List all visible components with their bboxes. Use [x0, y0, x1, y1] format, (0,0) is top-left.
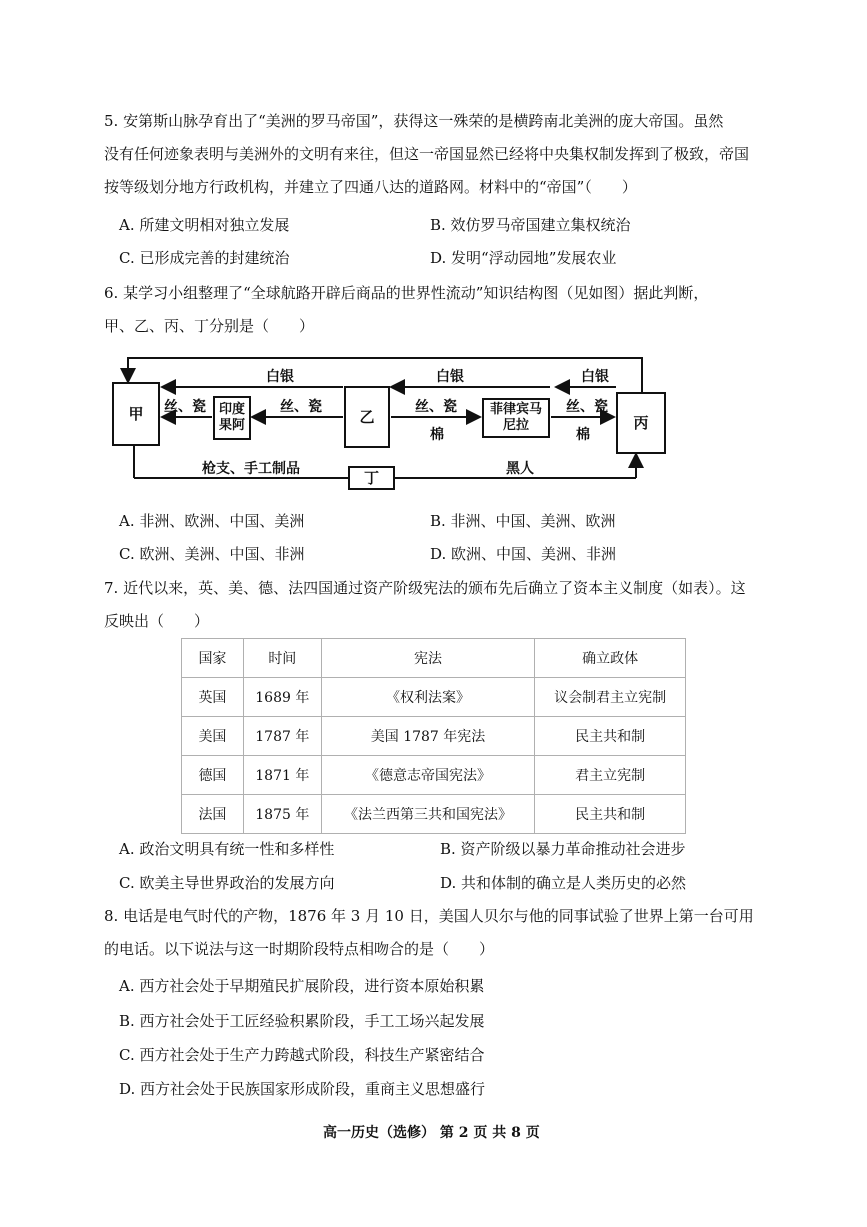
q7-option-a: A. 政治文明具有统一性和多样性	[119, 840, 335, 858]
q6-line1: 6. 某学习小组整理了“全球航路开辟后商品的世界性流动”知识结构图（见如图）据此判断，	[104, 284, 709, 302]
table-cell: 《权利法案》	[321, 678, 535, 717]
table-cell: 1689 年	[243, 678, 321, 717]
label-guns-goods: 枪支、手工制品	[202, 461, 300, 477]
q6-line2: 甲、乙、丙、丁分别是（ ）	[104, 317, 315, 335]
q7-option-b: B. 资产阶级以暴力革命推动社会进步	[440, 840, 686, 858]
table-row	[182, 756, 686, 795]
q8-line2: 的电话。以下说法与这一时期阶段特点相吻合的是（ ）	[104, 940, 495, 958]
label-black-people: 黑人	[506, 461, 534, 477]
table-row	[182, 678, 686, 717]
table-cell: 1871 年	[243, 756, 321, 795]
table-cell: 美国	[182, 717, 244, 756]
table-cell: 法国	[182, 795, 244, 834]
label-silver-3: 白银	[581, 369, 609, 385]
table-header: 宪法	[321, 639, 535, 678]
page-footer: 高一历史（选修） 第 2 页 共 8 页	[323, 1125, 540, 1141]
q6-option-b: B. 非洲、中国、美洲、欧洲	[430, 512, 616, 530]
q8-option-b: B. 西方社会处于工匠经验积累阶段，手工工场兴起发展	[119, 1012, 485, 1030]
q8-option-a: A. 西方社会处于早期殖民扩展阶段，进行资本原始积累	[119, 977, 485, 995]
trade-flow-diagram	[108, 350, 668, 498]
q8-option-c: C. 西方社会处于生产力跨越式阶段，科技生产紧密结合	[119, 1046, 485, 1064]
table-cell: 1787 年	[243, 717, 321, 756]
table-row	[182, 717, 686, 756]
table-cell: 君主立宪制	[535, 756, 686, 795]
constitution-table	[181, 638, 686, 834]
node-philippines-manila: 菲律宾马尼拉	[482, 398, 550, 438]
q5-line2: 没有任何迹象表明与美洲外的文明有来往，但这一帝国显然已经将中央集权制发挥到了极致，帝国	[104, 145, 750, 163]
q7-line1: 7. 近代以来，英、美、德、法四国通过资产阶级宪法的颁布先后确立了资本主义制度（如表）。这	[104, 579, 746, 597]
table-cell: 德国	[182, 756, 244, 795]
table-row	[182, 795, 686, 834]
label-silk-3: 丝、瓷	[415, 399, 457, 415]
table-cell: 英国	[182, 678, 244, 717]
label-cotton-1: 棉	[430, 427, 444, 443]
node-ding: 丁	[348, 466, 395, 490]
table-cell: 民主共和制	[535, 717, 686, 756]
q8-option-d: D. 西方社会处于民族国家形成阶段，重商主义思想盛行	[119, 1080, 486, 1098]
table-header: 时间	[243, 639, 321, 678]
q7-option-c: C. 欧美主导世界政治的发展方向	[119, 874, 335, 892]
q6-option-a: A. 非洲、欧洲、中国、美洲	[119, 512, 305, 530]
table-cell: 美国 1787 年宪法	[321, 717, 535, 756]
q5-line3: 按等级划分地方行政机构，并建立了四通八达的道路网。材料中的“帝国”（ ）	[104, 178, 637, 196]
table-cell: 1875 年	[243, 795, 321, 834]
node-yi: 乙	[344, 386, 390, 448]
q5-option-b: B. 效仿罗马帝国建立集权统治	[430, 216, 631, 234]
q6-option-c: C. 欧洲、美洲、中国、非洲	[119, 545, 305, 563]
table-header: 确立政体	[535, 639, 686, 678]
q5-option-c: C. 已形成完善的封建统治	[119, 249, 290, 267]
table-cell: 议会制君主立宪制	[535, 678, 686, 717]
table-cell: 《法兰西第三共和国宪法》	[321, 795, 535, 834]
table-cell: 《德意志帝国宪法》	[321, 756, 535, 795]
label-cotton-2: 棉	[576, 427, 590, 443]
table-cell: 民主共和制	[535, 795, 686, 834]
q7-line2: 反映出（ ）	[104, 612, 210, 630]
label-silk-2: 丝、瓷	[280, 399, 322, 415]
label-silver-1: 白银	[266, 369, 294, 385]
q5-option-a: A. 所建文明相对独立发展	[119, 216, 290, 234]
node-jia: 甲	[112, 382, 160, 446]
label-silk-4: 丝、瓷	[566, 399, 608, 415]
q8-line1: 8. 电话是电气时代的产物，1876 年 3 月 10 日，美国人贝尔与他的同事试验了世界上第一台可用	[104, 907, 754, 925]
q5-line1: 5. 安第斯山脉孕育出了“美洲的罗马帝国”，获得这一殊荣的是横跨南北美洲的庞大帝国。虽然	[104, 112, 724, 130]
q7-option-d: D. 共和体制的确立是人类历史的必然	[440, 874, 687, 892]
label-silk-1: 丝、瓷	[164, 399, 206, 415]
q5-option-d: D. 发明“浮动园地”发展农业	[430, 249, 617, 267]
table-header-row	[182, 639, 686, 678]
node-india-goa: 印度果阿	[213, 396, 251, 440]
node-bing: 丙	[616, 392, 666, 454]
label-silver-2: 白银	[436, 369, 464, 385]
table-header: 国家	[182, 639, 244, 678]
q6-option-d: D. 欧洲、中国、美洲、非洲	[430, 545, 617, 563]
